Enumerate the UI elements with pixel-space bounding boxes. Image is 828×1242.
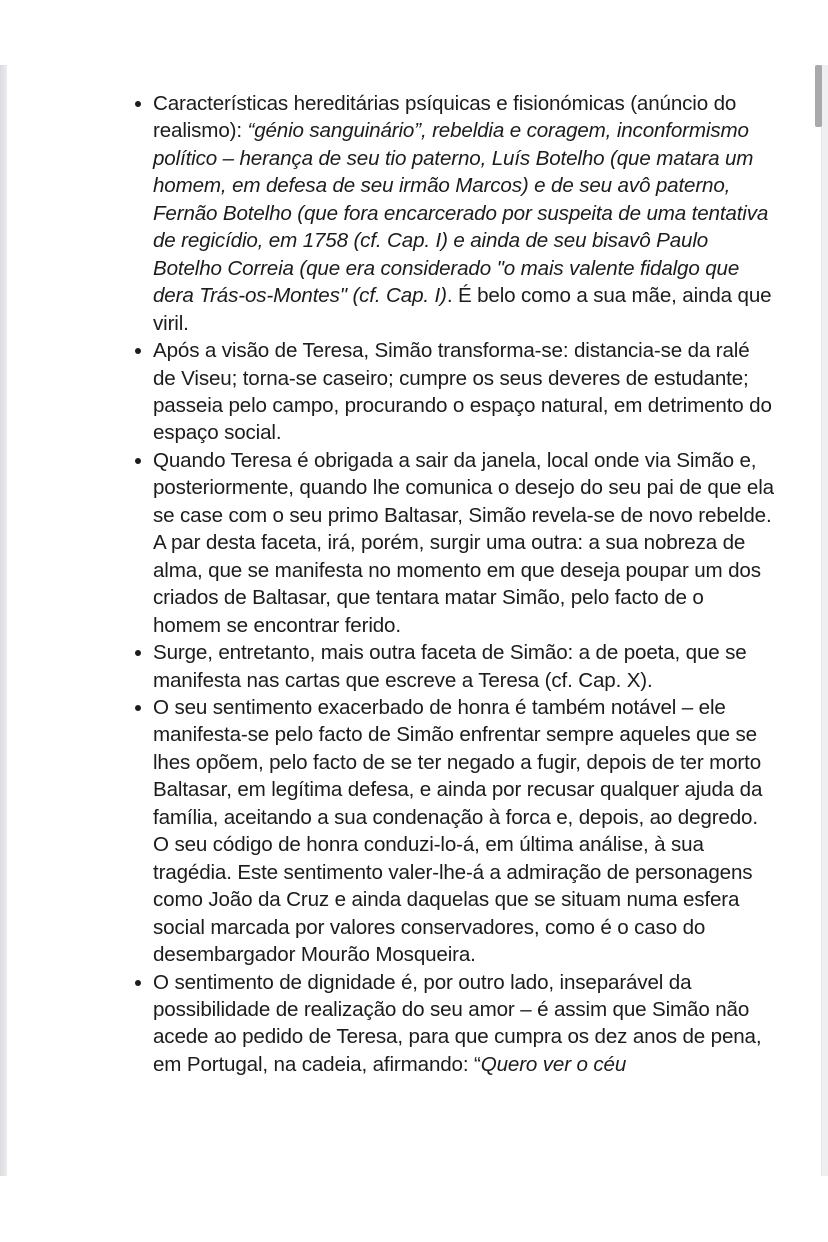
bullet-icon bbox=[135, 980, 141, 986]
bullet-item-honor bbox=[153, 694, 775, 969]
bullet-text-segment: Após a visão de Teresa, Simão transforma-se: distancia-se da ralé de Viseu; torna-se caseiro; cumpre os seus deveres de estudante; passeia pelo campo, procurando o espaço natural, em detrimento do espaço social. bbox=[153, 339, 772, 445]
scrollbar-track[interactable] bbox=[821, 65, 828, 1176]
bullet-text-segment: O sentimento de dignidade é, por outro lado, inseparável da possibilidade de realização do seu amor – é assim que Simão não acede ao pedido de Teresa, para que cumpra os dez anos de pena, em Portugal, na cadeia, afirmando: “ bbox=[153, 970, 762, 1076]
page-left-edge bbox=[0, 65, 7, 1176]
bullet-text-segment: . É belo como a sua mãe, ainda que viril. bbox=[153, 284, 772, 335]
scrollbar-thumb[interactable] bbox=[815, 65, 822, 127]
bullet-item-dignity bbox=[153, 969, 775, 1079]
document-page bbox=[0, 65, 828, 1176]
bullet-item-poet bbox=[153, 639, 775, 694]
document-content bbox=[153, 90, 775, 1078]
bullet-icon bbox=[135, 348, 141, 354]
bullet-text-segment-italic: “génio sanguinário”, rebeldia e coragem, inconformismo político – herança de seu tio paterno, Luís Botelho (que matara um homem, em defesa de seu irmão Marcos) e de seu avô paterno, Fernão Botelho (que fora encarcerado por suspeita de uma tentativa de regicídio, em 1758 (cf. Cap. I) e ainda de seu bisavô Paulo Botelho Correia (que era considerado "o mais valente fidalgo que dera Trás-os-Montes" (cf. Cap. I) bbox=[153, 119, 769, 308]
bullet-text-segment: Surge, entretanto, mais outra faceta de Simão: a de poeta, que se manifesta nas cartas que escreve a Teresa (cf. Cap. X). bbox=[153, 641, 747, 692]
bullet-text-segment-italic: Quero ver o céu bbox=[480, 1052, 627, 1076]
bullet-item-hereditary-traits bbox=[153, 90, 775, 337]
bullet-item-rebellion-nobility bbox=[153, 447, 775, 639]
bullet-icon bbox=[135, 458, 141, 464]
bullet-icon bbox=[135, 101, 141, 107]
bullet-item-transformation bbox=[153, 337, 775, 447]
bullet-text-segment: Quando Teresa é obrigada a sair da janela, local onde via Simão e, posteriormente, quando lhe comunica o desejo do seu pai de que ela se case com o seu primo Baltasar, Simão revela-se de novo rebelde. A par desta faceta, irá, porém, surgir uma outra: a sua nobreza de alma, que se manifesta no momento em que deseja poupar um dos criados de Baltasar, que tentara matar Simão, pelo facto de o homem se encontrar ferido. bbox=[153, 448, 774, 637]
bullet-icon bbox=[135, 705, 141, 711]
bullet-text-segment: O seu sentimento exacerbado de honra é também notável – ele manifesta-se pelo facto de Simão enfrentar sempre aqueles que se lhes opõem, pelo facto de se ter negado a fugir, depois de ter morto Baltasar, em legítima defesa, e ainda por recusar qualquer ajuda da família, aceitando a sua condenação à forca e, depois, ao degredo. O seu código de honra conduzi-lo-á, em última análise, à sua tragédia. Este sentimento valer-lhe-á a admiração de personagens como João da Cruz e ainda daquelas que se situam numa esfera social marcada por valores conservadores, como é o caso do desembargador Mourão Mosqueira. bbox=[153, 695, 763, 967]
bullet-list bbox=[153, 90, 775, 1078]
bullet-icon bbox=[135, 650, 141, 656]
bullet-text-segment: Características hereditárias psíquicas e fisionómicas (anúncio do realismo): bbox=[153, 92, 737, 143]
